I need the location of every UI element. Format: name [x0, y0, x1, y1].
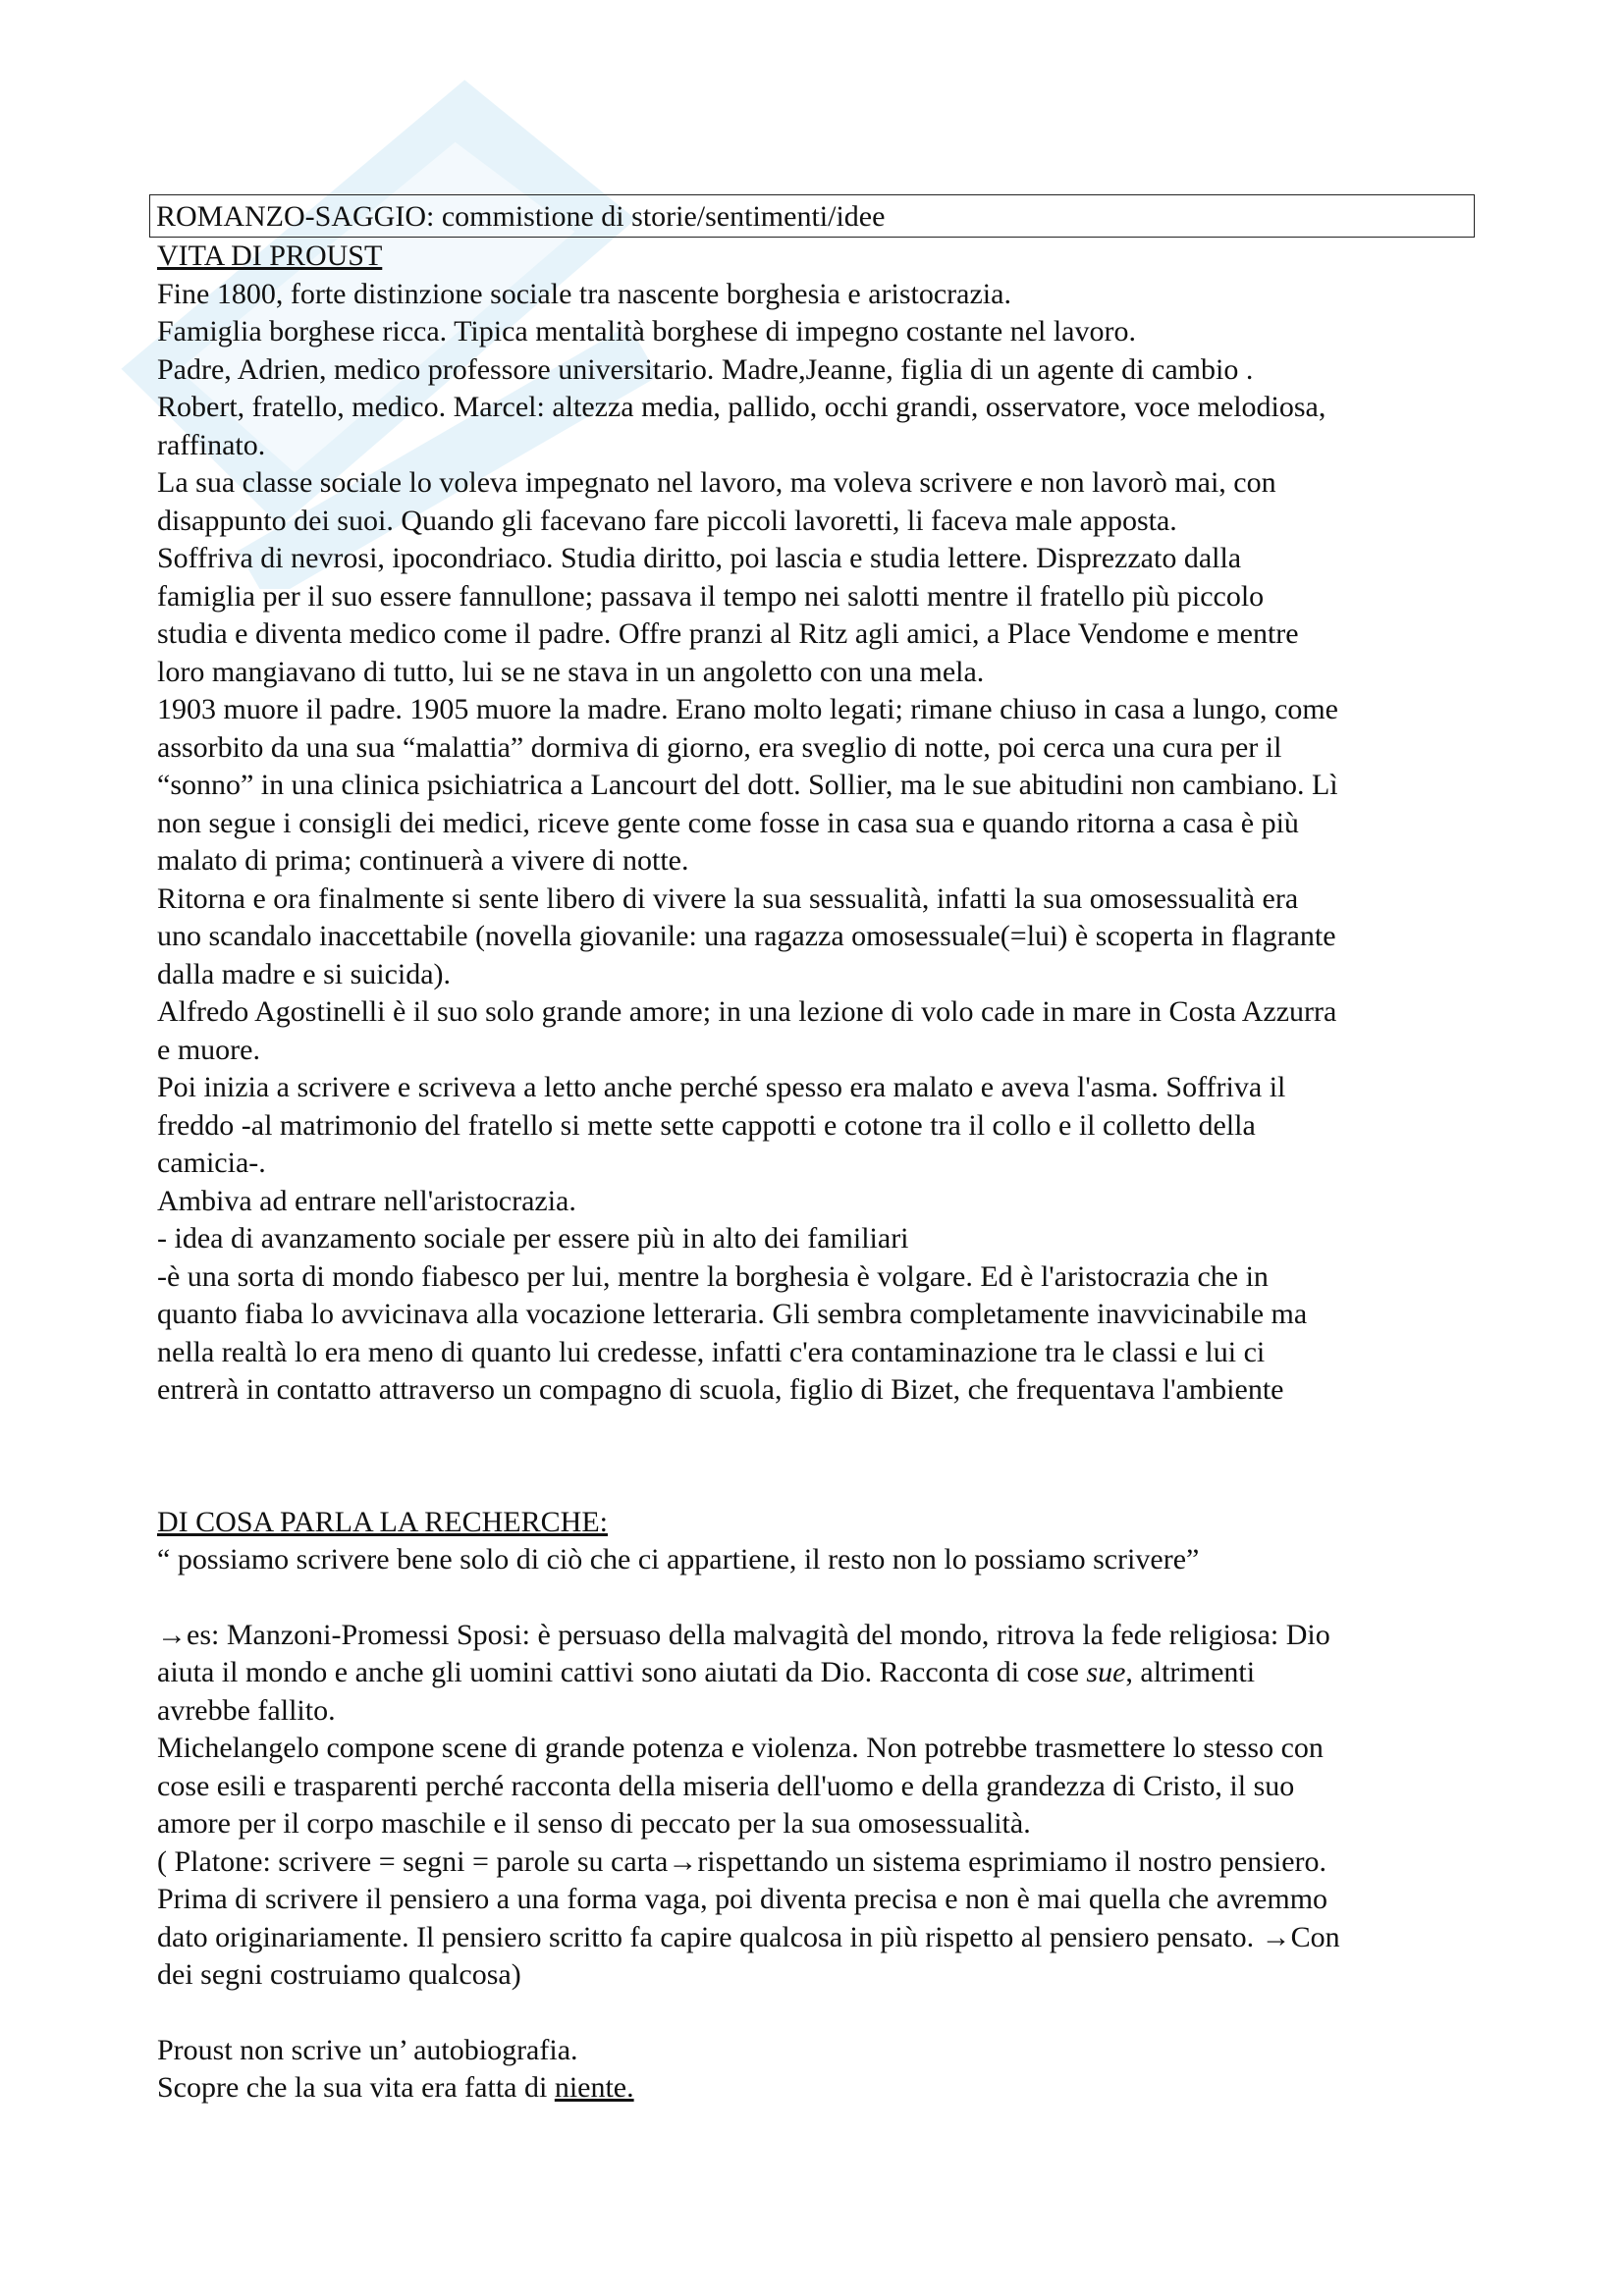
vita-line: entrerà in contatto attraverso un compagno di scuola, figlio di Bizet, che frequentava l'ambiente [157, 1373, 1284, 1406]
arrow-icon: → [1261, 1920, 1291, 1953]
arrow-icon: → [157, 1618, 187, 1651]
prima-line-1: Prima di scrivere il pensiero a una forma vaga, poi diventa precisa e non è mai quella che avremmo [157, 1883, 1328, 1915]
prima-line-2: dato originariamente. Il pensiero scritto fa capire qualcosa in più rispetto al pensiero pensato. →Con [157, 1920, 1340, 1953]
vita-line: non segue i consigli dei medici, riceve gente come fosse in casa sua e quando ritorna a casa è più [157, 806, 1299, 839]
vita-line: camicia-. [157, 1147, 266, 1179]
vita-line: La sua classe sociale lo voleva impegnato nel lavoro, ma voleva scrivere e non lavorò mai, con [157, 466, 1276, 499]
michelangelo-line: cose esili e trasparenti perché racconta della miseria dell'uomo e della grandezza di Cristo, il suo [157, 1769, 1295, 1802]
vita-line: dalla madre e si suicida). [157, 957, 452, 990]
vita-line: quanto fiaba lo avvicinava alla vocazione letteraria. Gli sembra completamente inavvicinabile ma [157, 1298, 1308, 1330]
vita-line: - idea di avanzamento sociale per essere più in alto dei familiari [157, 1222, 909, 1255]
prima-line-3: dei segni costruiamo qualcosa) [157, 1958, 521, 1991]
vita-line: nella realtà lo era meno di quanto lui credesse, infatti c'era contaminazione tra le classi e lui ci [157, 1335, 1266, 1368]
vita-line: studia e diventa medico come il padre. Offre pranzi al Ritz agli amici, a Place Vendome e mentre [157, 617, 1299, 650]
vita-line: Soffriva di nevrosi, ipocondriaco. Studia diritto, poi lascia e studia lettere. Disprezzato dalla [157, 542, 1242, 574]
vita-line: Poi inizia a scrivere e scriveva a letto anche perché spesso era malato e aveva l'asma. Soffriva il [157, 1071, 1286, 1103]
vita-line: -è una sorta di mondo fiabesco per lui, mentre la borghesia è volgare. Ed è l'aristocrazia che in [157, 1259, 1269, 1293]
vita-paragraphs [157, 276, 1492, 1410]
vita-line: uno scandalo inaccettabile (novella giovanile: una ragazza omosessuale(=lui) è scoperta in flagrante [157, 920, 1336, 952]
manzoni-line-1: →es: Manzoni-Promessi Sposi: è persuaso della malvagità del mondo, ritrova la fede religiosa: Dio [157, 1618, 1330, 1651]
platone-line: ( Platone: scrivere = segni = parole su carta→rispettando un sistema esprimiamo il nostro pensiero. [157, 1844, 1327, 1878]
document-body [157, 194, 1492, 2108]
vita-line: disappunto dei suoi. Quando gli facevano fare piccoli lavoretti, li faceva male apposta. [157, 504, 1177, 537]
vita-line: Ritorna e ora finalmente si sente libero di vivere la sua sessualità, infatti la sua omosessualità era [157, 881, 1299, 915]
vita-line: Robert, fratello, medico. Marcel: altezza media, pallido, occhi grandi, osservatore, voce melodiosa, [157, 391, 1326, 423]
vita-line: loro mangiavano di tutto, lui se ne stava in un angoletto con una mela. [157, 655, 985, 688]
michelangelo-line: amore per il corpo maschile e il senso di peccato per la sua omosessualità. [157, 1807, 1031, 1840]
title-box: ROMANZO-SAGGIO: commistione di storie/sentimenti/idee [149, 194, 1475, 238]
manzoni-line-2: aiuta il mondo e anche gli uomini cattivi sono aiutati da Dio. Racconta di cose sue, altrimenti [157, 1656, 1256, 1688]
closing-line-1: Proust non scrive un’ autobiografia. [157, 2033, 578, 2066]
italic-word: sue [1086, 1656, 1126, 1688]
section-heading-vita: VITA DI PROUST [157, 240, 383, 272]
recherche-quote: “ possiamo scrivere bene solo di ciò che ci appartiene, il resto non lo possiamo scrivere” [157, 1543, 1200, 1575]
vita-line: assorbito da una sua “malattia” dormiva di giorno, era sveglio di notte, poi cerca una cura per il [157, 730, 1282, 764]
vita-line: famiglia per il suo essere fannullone; passava il tempo nei salotti mentre il fratello più piccolo [157, 579, 1265, 613]
underlined-word: niente. [554, 2071, 634, 2104]
vita-line: Famiglia borghese ricca. Tipica mentalità borghese di impegno costante nel lavoro. [157, 315, 1136, 347]
vita-line: 1903 muore il padre. 1905 muore la madre. Erano molto legati; rimane chiuso in casa a lungo, come [157, 693, 1338, 725]
closing-line-2: Scopre che la sua vita era fatta di niente. [157, 2071, 634, 2104]
michelangelo-line: Michelangelo compone scene di grande potenza e violenza. Non potrebbe trasmettere lo stesso con [157, 1732, 1324, 1764]
manzoni-line-3: avrebbe fallito. [157, 1693, 336, 1727]
section-heading-recherche: DI COSA PARLA LA RECHERCHE: [157, 1505, 608, 1538]
vita-line: raffinato. [157, 428, 266, 461]
vita-line: Padre, Adrien, medico professore universitario. Madre,Jeanne, figlia di un agente di cambio . [157, 352, 1254, 386]
arrow-icon: → [668, 1844, 698, 1878]
vita-line: Fine 1800, forte distinzione sociale tra nascente borghesia e aristocrazia. [157, 277, 1011, 310]
vita-line: e muore. [157, 1033, 260, 1066]
vita-line: Alfredo Agostinelli è il suo solo grande amore; in una lezione di volo cade in mare in Costa Azzurra [157, 995, 1337, 1028]
vita-line: “sonno” in una clinica psichiatrica a Lancourt del dott. Sollier, ma le sue abitudini non cambiano. Lì [157, 769, 1338, 801]
vita-line: Ambiva ad entrare nell'aristocrazia. [157, 1184, 576, 1217]
vita-line: malato di prima; continuerà a vivere di notte. [157, 844, 689, 877]
vita-line: freddo -al matrimonio del fratello si mette sette cappotti e cotone tra il collo e il colletto della [157, 1108, 1256, 1142]
